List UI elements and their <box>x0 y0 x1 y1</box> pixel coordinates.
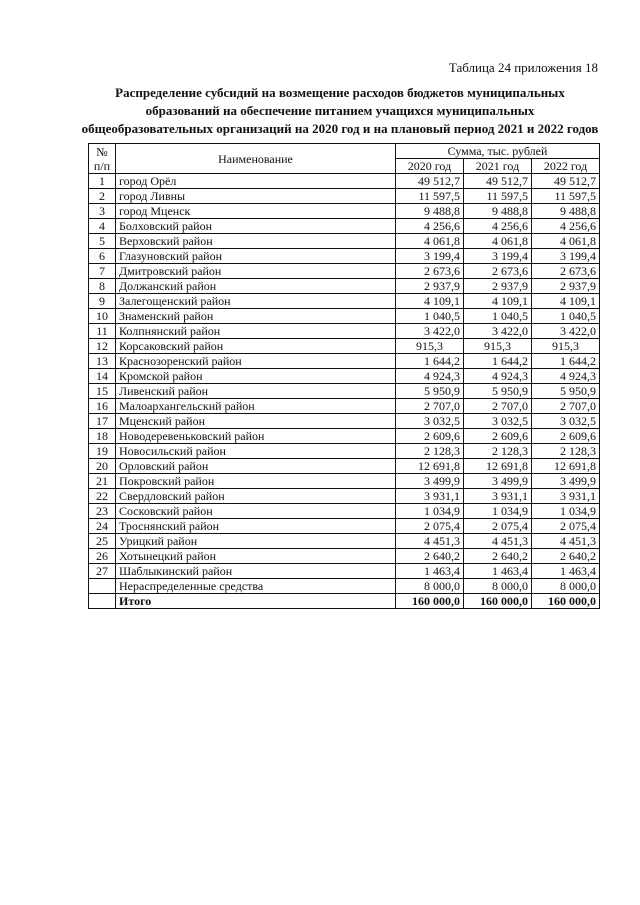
row-number: 21 <box>89 474 116 489</box>
row-number: 10 <box>89 309 116 324</box>
row-value-2021: 1 644,2 <box>464 354 532 369</box>
total-value-2021: 160 000,0 <box>464 594 532 609</box>
row-value-2020: 9 488,8 <box>396 204 464 219</box>
table-row <box>89 204 600 219</box>
row-name: Троснянский район <box>116 519 396 534</box>
row-value-2022: 3 422,0 <box>532 324 600 339</box>
row-name: Кромской район <box>116 369 396 384</box>
table-row <box>89 564 600 579</box>
row-number: 8 <box>89 279 116 294</box>
row-name: Залегощенский район <box>116 294 396 309</box>
table-row <box>89 489 600 504</box>
table-row <box>89 429 600 444</box>
row-value-2020: 8 000,0 <box>396 579 464 594</box>
row-number: 26 <box>89 549 116 564</box>
row-value-2021: 11 597,5 <box>464 189 532 204</box>
row-value-2020: 1 034,9 <box>396 504 464 519</box>
row-value-2022: 4 924,3 <box>532 369 600 384</box>
row-value-2021: 4 256,6 <box>464 219 532 234</box>
row-value-2021: 4 061,8 <box>464 234 532 249</box>
row-value-2020: 4 061,8 <box>396 234 464 249</box>
row-value-2021: 1 034,9 <box>464 504 532 519</box>
row-value-2022: 1 463,4 <box>532 564 600 579</box>
row-value-2020: 4 924,3 <box>396 369 464 384</box>
total-value-2020: 160 000,0 <box>396 594 464 609</box>
row-value-2021: 4 109,1 <box>464 294 532 309</box>
row-number: 19 <box>89 444 116 459</box>
row-value-2020: 3 199,4 <box>396 249 464 264</box>
row-value-2021: 1 040,5 <box>464 309 532 324</box>
row-value-2020: 4 256,6 <box>396 219 464 234</box>
row-value-2021: 2 609,6 <box>464 429 532 444</box>
table-row <box>89 534 600 549</box>
row-name: город Орёл <box>116 174 396 189</box>
table-row <box>89 219 600 234</box>
row-value-2020: 4 109,1 <box>396 294 464 309</box>
table-row <box>89 324 600 339</box>
column-header-year-2022: 2022 год <box>532 159 600 174</box>
row-name: Хотынецкий район <box>116 549 396 564</box>
title-line: образований на обеспечение питанием учащихся муниципальных <box>145 103 535 118</box>
row-number: 13 <box>89 354 116 369</box>
row-name: Свердловский район <box>116 489 396 504</box>
table-body <box>89 174 600 609</box>
row-name: Ливенский район <box>116 384 396 399</box>
row-value-2020: 2 640,2 <box>396 549 464 564</box>
table-row <box>89 474 600 489</box>
table-reference: Таблица 24 приложения 18 <box>448 60 598 75</box>
table-row <box>89 459 600 474</box>
row-number: 1 <box>89 174 116 189</box>
row-number: 27 <box>89 564 116 579</box>
row-number: 5 <box>89 234 116 249</box>
table-row <box>89 234 600 249</box>
row-name: Малоархангельский район <box>116 399 396 414</box>
row-value-2021: 3 199,4 <box>464 249 532 264</box>
row-number: 4 <box>89 219 116 234</box>
row-value-2022: 12 691,8 <box>532 459 600 474</box>
table-row <box>89 294 600 309</box>
row-number: 7 <box>89 264 116 279</box>
row-value-2021: 3 499,9 <box>464 474 532 489</box>
row-value-2020: 1 463,4 <box>396 564 464 579</box>
column-header-year-2020: 2020 год <box>396 159 464 174</box>
row-value-2021: 2 128,3 <box>464 444 532 459</box>
row-name: Верховский район <box>116 234 396 249</box>
row-value-2020: 2 609,6 <box>396 429 464 444</box>
column-header-sum: Сумма, тыс. рублей <box>396 144 600 159</box>
row-value-2020: 11 597,5 <box>396 189 464 204</box>
row-value-2022: 2 707,0 <box>532 399 600 414</box>
row-number: 2 <box>89 189 116 204</box>
row-value-2022: 1 034,9 <box>532 504 600 519</box>
row-name: Нераспределенные средства <box>116 579 396 594</box>
row-value-2021: 49 512,7 <box>464 174 532 189</box>
table-row <box>89 504 600 519</box>
row-value-2020: 3 931,1 <box>396 489 464 504</box>
table-row <box>89 174 600 189</box>
row-value-2022: 3 032,5 <box>532 414 600 429</box>
row-value-2022: 3 499,9 <box>532 474 600 489</box>
row-value-2020: 2 673,6 <box>396 264 464 279</box>
row-number: 24 <box>89 519 116 534</box>
row-value-2021: 3 931,1 <box>464 489 532 504</box>
row-value-2020: 49 512,7 <box>396 174 464 189</box>
row-number: 25 <box>89 534 116 549</box>
row-value-2021: 2 673,6 <box>464 264 532 279</box>
row-value-2021: 9 488,8 <box>464 204 532 219</box>
row-value-2022: 2 937,9 <box>532 279 600 294</box>
row-value-2020: 12 691,8 <box>396 459 464 474</box>
row-value-2022: 11 597,5 <box>532 189 600 204</box>
row-name: Покровский район <box>116 474 396 489</box>
table-row <box>89 369 600 384</box>
row-value-2020: 3 422,0 <box>396 324 464 339</box>
table-row <box>89 384 600 399</box>
row-name: Краснозоренский район <box>116 354 396 369</box>
column-header-number: № п/п <box>89 144 116 174</box>
row-value-2022: 2 128,3 <box>532 444 600 459</box>
row-value-2022: 3 931,1 <box>532 489 600 504</box>
row-number: 6 <box>89 249 116 264</box>
row-value-2021: 4 451,3 <box>464 534 532 549</box>
row-value-2020: 5 950,9 <box>396 384 464 399</box>
row-value-2022: 5 950,9 <box>532 384 600 399</box>
row-name: Сосковский район <box>116 504 396 519</box>
total-label: Итого <box>116 594 396 609</box>
row-value-2022: 4 109,1 <box>532 294 600 309</box>
row-value-2020: 2 075,4 <box>396 519 464 534</box>
row-value-2021: 2 640,2 <box>464 549 532 564</box>
table-row <box>89 579 600 594</box>
row-value-2022: 4 256,6 <box>532 219 600 234</box>
total-value-2022: 160 000,0 <box>532 594 600 609</box>
table-row <box>89 354 600 369</box>
row-value-2022: 2 673,6 <box>532 264 600 279</box>
row-name: Новодеревеньковский район <box>116 429 396 444</box>
row-name: Глазуновский район <box>116 249 396 264</box>
row-name: Колпнянский район <box>116 324 396 339</box>
row-number: 17 <box>89 414 116 429</box>
row-value-2021: 2 075,4 <box>464 519 532 534</box>
row-value-2020: 4 451,3 <box>396 534 464 549</box>
table-row <box>89 309 600 324</box>
table-row <box>89 399 600 414</box>
table-row <box>89 444 600 459</box>
row-name: Знаменский район <box>116 309 396 324</box>
column-header-year-2021: 2021 год <box>464 159 532 174</box>
total-row <box>89 594 600 609</box>
row-value-2022: 915,3 <box>532 339 600 354</box>
row-value-2022: 1 040,5 <box>532 309 600 324</box>
row-name: Болховский район <box>116 219 396 234</box>
row-value-2022: 1 644,2 <box>532 354 600 369</box>
row-value-2022: 2 075,4 <box>532 519 600 534</box>
row-value-2021: 3 422,0 <box>464 324 532 339</box>
row-value-2021: 12 691,8 <box>464 459 532 474</box>
row-number: 15 <box>89 384 116 399</box>
row-value-2020: 2 707,0 <box>396 399 464 414</box>
row-name: Дмитровский район <box>116 264 396 279</box>
row-value-2020: 2 128,3 <box>396 444 464 459</box>
row-value-2022: 49 512,7 <box>532 174 600 189</box>
table-row <box>89 279 600 294</box>
table-row <box>89 414 600 429</box>
row-value-2020: 3 032,5 <box>396 414 464 429</box>
row-value-2020: 915,3 <box>396 339 464 354</box>
row-value-2021: 2 707,0 <box>464 399 532 414</box>
document-title <box>80 84 600 138</box>
row-number: 14 <box>89 369 116 384</box>
row-value-2021: 8 000,0 <box>464 579 532 594</box>
row-value-2022: 2 609,6 <box>532 429 600 444</box>
row-number: 22 <box>89 489 116 504</box>
table-row <box>89 519 600 534</box>
row-value-2020: 1 644,2 <box>396 354 464 369</box>
row-value-2020: 2 937,9 <box>396 279 464 294</box>
row-number: 3 <box>89 204 116 219</box>
title-line: Распределение субсидий на возмещение расходов бюджетов муниципальных <box>115 85 565 100</box>
row-name: Орловский район <box>116 459 396 474</box>
row-number: 20 <box>89 459 116 474</box>
row-name: Мценский район <box>116 414 396 429</box>
subsidy-table <box>88 143 600 609</box>
row-name: Корсаковский район <box>116 339 396 354</box>
title-line: общеобразовательных организаций на 2020 год и на плановый период 2021 и 2022 годов <box>81 121 599 136</box>
total-number-cell <box>89 594 116 609</box>
row-name: город Мценск <box>116 204 396 219</box>
row-number: 12 <box>89 339 116 354</box>
row-value-2022: 8 000,0 <box>532 579 600 594</box>
row-value-2021: 915,3 <box>464 339 532 354</box>
row-number: 11 <box>89 324 116 339</box>
row-name: Шаблыкинский район <box>116 564 396 579</box>
row-value-2022: 2 640,2 <box>532 549 600 564</box>
row-name: Урицкий район <box>116 534 396 549</box>
row-number: 23 <box>89 504 116 519</box>
table-row <box>89 189 600 204</box>
row-value-2020: 1 040,5 <box>396 309 464 324</box>
row-value-2020: 3 499,9 <box>396 474 464 489</box>
row-number: 9 <box>89 294 116 309</box>
row-name: город Ливны <box>116 189 396 204</box>
row-number: 18 <box>89 429 116 444</box>
row-value-2022: 3 199,4 <box>532 249 600 264</box>
row-value-2022: 4 061,8 <box>532 234 600 249</box>
table-row <box>89 249 600 264</box>
row-value-2022: 9 488,8 <box>532 204 600 219</box>
row-value-2021: 4 924,3 <box>464 369 532 384</box>
table-row <box>89 549 600 564</box>
row-value-2022: 4 451,3 <box>532 534 600 549</box>
row-value-2021: 5 950,9 <box>464 384 532 399</box>
column-header-name: Наименование <box>116 144 396 174</box>
row-value-2021: 2 937,9 <box>464 279 532 294</box>
row-number <box>89 579 116 594</box>
row-name: Должанский район <box>116 279 396 294</box>
row-name: Новосильский район <box>116 444 396 459</box>
row-number: 16 <box>89 399 116 414</box>
table-row <box>89 339 600 354</box>
row-value-2021: 3 032,5 <box>464 414 532 429</box>
row-value-2021: 1 463,4 <box>464 564 532 579</box>
table-row <box>89 264 600 279</box>
